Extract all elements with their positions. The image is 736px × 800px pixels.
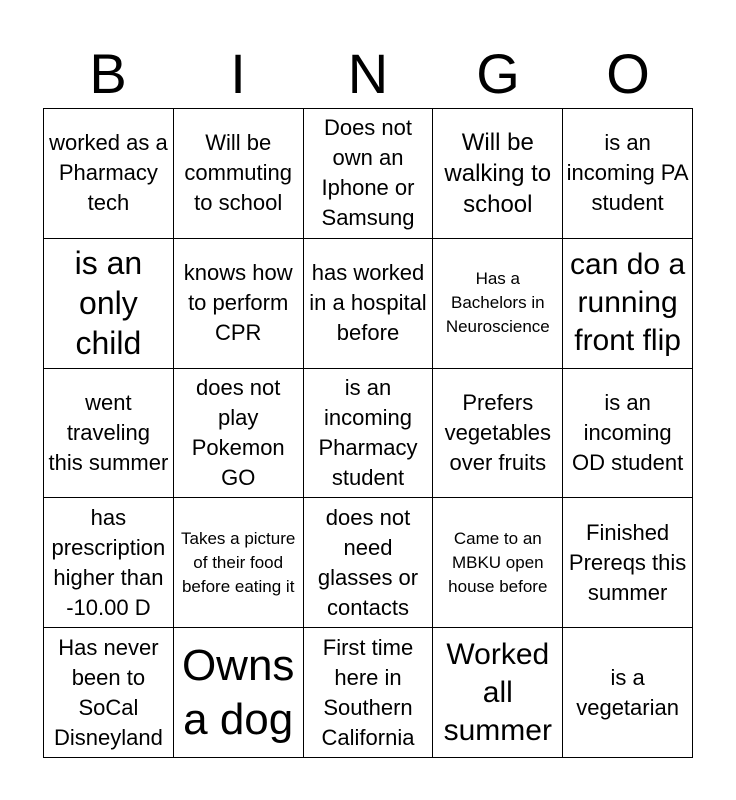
cell-text: Worked all summer [443,637,552,747]
cell-text: went traveling this summer [48,389,169,475]
bingo-cell-5-1[interactable] [44,628,174,758]
bingo-header [43,40,693,108]
cell-text: Will be commuting to school [184,130,292,216]
cell-text: is an only child [74,245,143,362]
bingo-cell-5-4[interactable] [433,628,563,758]
bingo-cell-2-4[interactable] [433,239,563,369]
bingo-cell-3-5[interactable] [563,369,693,499]
cell-text: Came to an MBKU open house before [448,528,548,596]
cell-text: can do a running front flip [570,248,686,358]
cell-text: Will be walking to school [444,128,552,218]
cell-text: knows how to perform CPR [183,260,293,346]
bingo-cell-2-1[interactable] [44,239,174,369]
bingo-cell-4-5[interactable] [563,498,693,628]
bingo-grid [43,108,693,758]
bingo-cell-1-1[interactable] [44,109,174,239]
bingo-cell-4-2[interactable] [174,498,304,628]
cell-text: does not play Pokemon GO [191,374,285,490]
cell-text: is an incoming OD student [571,389,684,475]
cell-text: Owns a dog [181,640,295,744]
bingo-cell-2-2[interactable] [174,239,304,369]
bingo-cell-4-1[interactable] [44,498,174,628]
bingo-cell-5-3[interactable] [304,628,434,758]
cell-text: does not need glasses or contacts [317,504,419,620]
cell-text: is an incoming PA student [566,130,689,216]
cell-text: First time here in Southern California [321,634,415,750]
header-letter-n: N [347,42,389,105]
cell-text: worked as a Pharmacy tech [49,130,168,216]
cell-text: has prescription higher than -10.00 D [51,504,166,620]
bingo-cell-3-1[interactable] [44,369,174,499]
cell-text: Has never been to SoCal Disneyland [53,634,163,750]
cell-text: is an incoming Pharmacy student [318,374,418,490]
cell-text: Does not own an Iphone or Samsung [321,115,415,231]
bingo-cell-1-3[interactable] [304,109,434,239]
cell-text: is a vegetarian [576,664,679,720]
bingo-cell-2-3[interactable] [304,239,434,369]
header-letter-g: G [476,42,520,105]
cell-text: has worked in a hospital before [309,260,427,346]
header-letter-b: B [89,42,127,105]
cell-text: Finished Prereqs this summer [568,519,687,605]
bingo-cell-1-4[interactable] [433,109,563,239]
bingo-cell-1-2[interactable] [174,109,304,239]
bingo-cell-4-4[interactable] [433,498,563,628]
header-letter-i: I [230,42,246,105]
cell-text: Takes a picture of their food before eating it [181,528,296,596]
bingo-cell-5-2[interactable] [174,628,304,758]
header-letter-o: O [606,42,650,105]
bingo-cell-1-5[interactable] [563,109,693,239]
bingo-cell-2-5[interactable] [563,239,693,369]
cell-text: Has a Bachelors in Neuroscience [445,269,550,337]
bingo-cell-3-2[interactable] [174,369,304,499]
bingo-cell-5-5[interactable] [563,628,693,758]
cell-text: Prefers vegetables over fruits [444,389,551,475]
bingo-cell-3-3[interactable] [304,369,434,499]
bingo-cell-4-3[interactable] [304,498,434,628]
bingo-cell-3-4[interactable] [433,369,563,499]
